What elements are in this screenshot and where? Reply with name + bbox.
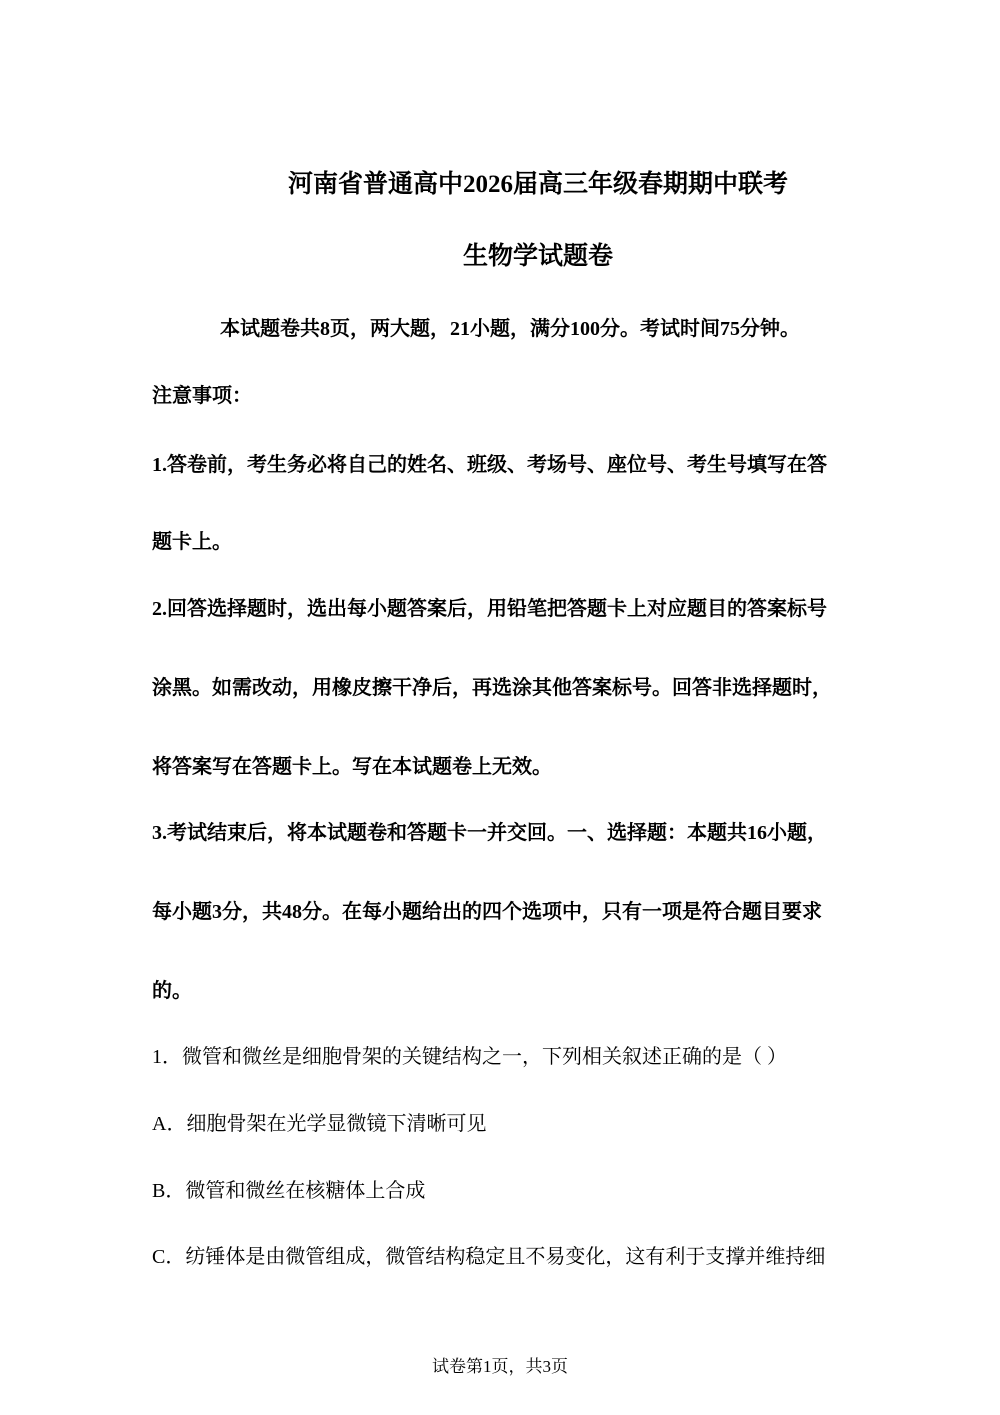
exam-subtitle: 生物学试题卷 (462, 243, 613, 270)
notes-line: 3.考试结束后，将本试题卷和答题卡一并交回。一、选择题：本题共16小题， (152, 822, 827, 844)
question-1-option-c: C．纺锤体是由微管组成，微管结构稳定且不易变化，这有利于支撑并维持细 (152, 1246, 826, 1268)
notes-line: 的。 (152, 980, 192, 1002)
page-footer: 试卷第1页，共3页 (432, 1357, 568, 1376)
notes-line: 题卡上。 (152, 531, 232, 553)
notes-line: 1.答卷前，考生务必将自己的姓名、班级、考场号、座位号、考生号填写在答 (152, 454, 827, 476)
question-1-option-b: B．微管和微丝在核糖体上合成 (152, 1180, 426, 1202)
exam-title: 河南省普通高中2026届高三年级春期期中联考 (287, 171, 788, 198)
question-1-option-a: A．细胞骨架在光学显微镜下清晰可见 (152, 1113, 487, 1135)
notes-line: 将答案写在答题卡上。写在本试题卷上无效。 (152, 756, 552, 778)
question-1-stem: 1．微管和微丝是细胞骨架的关键结构之一，下列相关叙述正确的是（ ） (152, 1046, 787, 1068)
notes-heading: 注意事项： (152, 385, 252, 407)
notes-line: 2.回答选择题时，选出每小题答案后，用铅笔把答题卡上对应题目的答案标号 (152, 598, 827, 620)
notes-line: 涂黑。如需改动，用橡皮擦干净后，再选涂其他答案标号。回答非选择题时， (152, 677, 832, 699)
exam-intro: 本试题卷共8页，两大题，21小题，满分100分。考试时间75分钟。 (220, 318, 800, 340)
notes-line: 每小题3分，共48分。在每小题给出的四个选项中，只有一项是符合题目要求 (152, 901, 822, 923)
